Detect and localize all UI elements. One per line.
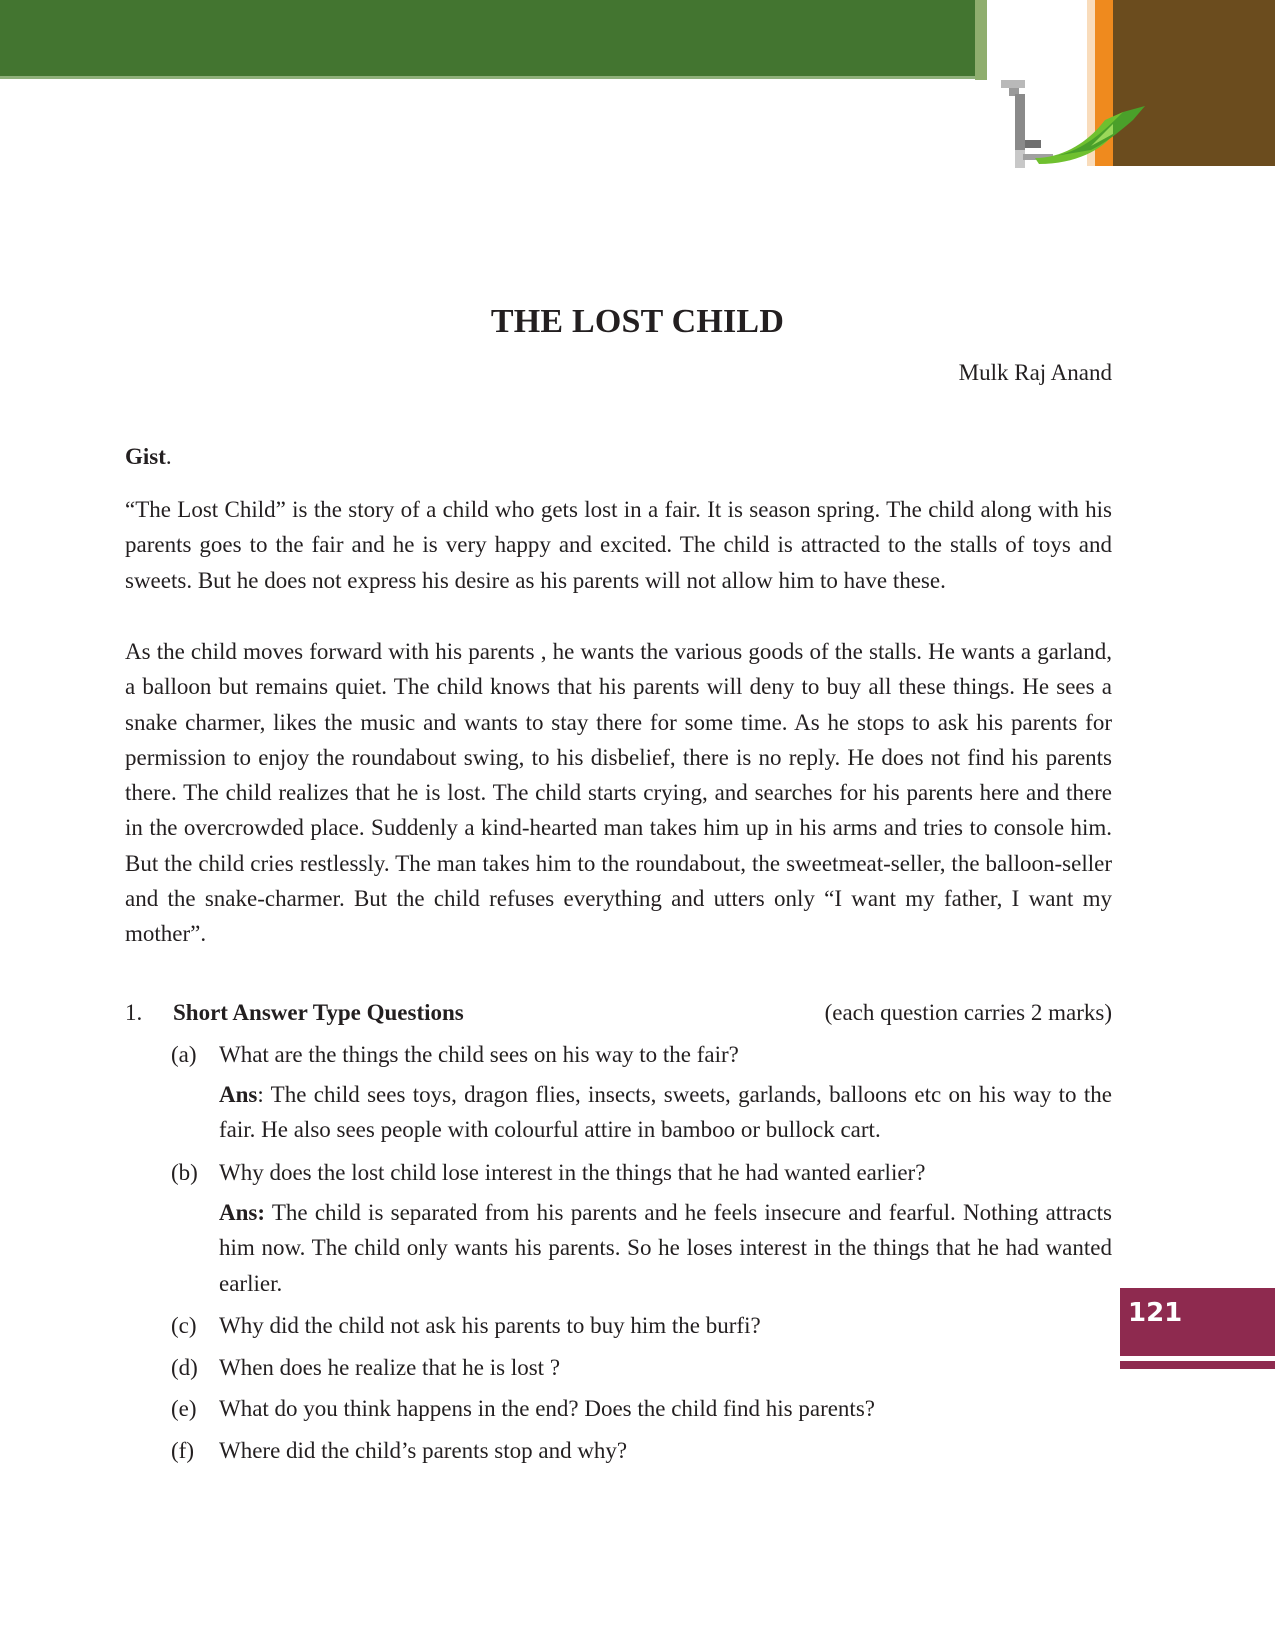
answer-text: The child is separated from his parents and he feels insecure and fearful. Nothing attracts him now. The child only wants his parents. So he loses interest in the things that he had wanted earlier. xyxy=(219,1200,1112,1296)
question-label: (e) xyxy=(171,1396,197,1421)
page-tab-underline xyxy=(1120,1361,1275,1369)
chapter-title: THE LOST CHILD xyxy=(490,303,785,340)
chapter-author: Mulk Raj Anand xyxy=(958,360,1112,385)
leaf-logo-icon xyxy=(995,80,1165,176)
question-label: (a) xyxy=(171,1042,197,1067)
header-band-edge xyxy=(0,76,985,79)
answer-a xyxy=(219,1077,1112,1148)
section-title: Short Answer Type Questions xyxy=(173,1000,464,1025)
question-label: (f) xyxy=(171,1438,194,1463)
answer-label: Ans xyxy=(219,1082,258,1107)
gist-paragraph-1: “The Lost Child” is the story of a child who gets lost in a fair. It is season spring. The child along with his parents goes to the fair and he is very happy and excited. The child is attracted to the stalls of toys and sweets. But he does not express his desire as his parents will not allow him to have these. xyxy=(125,497,1112,593)
question-text: What are the things the child sees on his way to the fair? xyxy=(219,1042,739,1067)
question-text: Why does the lost child lose interest in the things that he had wanted earlier? xyxy=(219,1160,926,1185)
question-label: (b) xyxy=(171,1160,198,1185)
gist-heading-suffix: . xyxy=(165,444,172,469)
question-text: What do you think happens in the end? Does the child find his parents? xyxy=(219,1396,875,1421)
gist-paragraph-2: As the child moves forward with his parents , he wants the various goods of the stalls. He wants a garland, a balloon but remains quiet. The child knows that his parents will deny to buy all these things. He sees a snake charmer, likes the music and wants to stay there for some time. As he stops to ask his parents for permission to enjoy the roundabout swing, to his disbelief, there is no reply. He does not find his parents there. The child realizes that he is lost. The child starts crying, and searches for his parents here and there in the overcrowded place. Suddenly a kind-hearted man takes him up in his arms and tries to console him. But the child cries restlessly. The man takes him to the roundabout, the sweetmeat-seller, the balloon-seller and the snake-charmer. But the child refuses everything and utters only “I want my father, I want my mother”. xyxy=(125,639,1112,947)
header-green-band xyxy=(0,0,985,76)
page-number: 121 xyxy=(1128,1298,1183,1328)
question-label: (c) xyxy=(171,1313,197,1338)
question-text: Where did the child’s parents stop and why? xyxy=(219,1438,628,1463)
answer-separator: : xyxy=(257,1082,271,1107)
section-heading xyxy=(125,996,1112,1030)
gist-heading-label: Gist xyxy=(125,444,166,469)
question-text: Why did the child not ask his parents to buy him the burfi? xyxy=(219,1313,761,1338)
gist-heading xyxy=(125,444,172,470)
answer-text: The child sees toys, dragon flies, insects, sweets, garlands, balloons etc on his way to the fair. He also sees people with colourful attire in bamboo or bullock cart. xyxy=(219,1082,1112,1143)
corner-stripe-light-green xyxy=(975,0,987,80)
answer-label: Ans: xyxy=(219,1200,266,1225)
answer-separator xyxy=(265,1200,272,1225)
answer-b xyxy=(219,1195,1112,1301)
question-label: (d) xyxy=(171,1355,198,1380)
question-text: When does he realize that he is lost ? xyxy=(219,1355,561,1380)
section-marks: (each question carries 2 marks) xyxy=(824,1000,1112,1025)
section-number: 1. xyxy=(125,1000,143,1025)
